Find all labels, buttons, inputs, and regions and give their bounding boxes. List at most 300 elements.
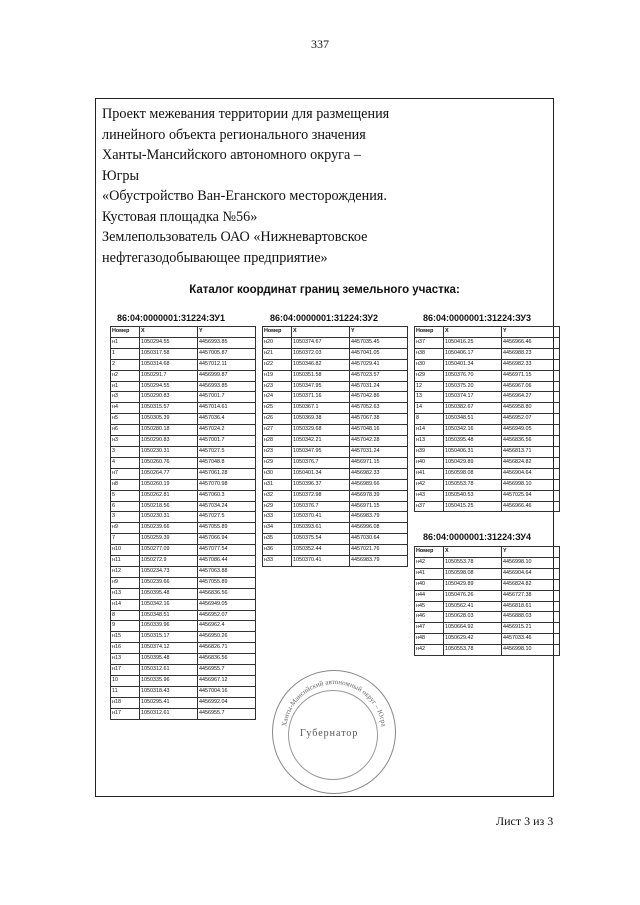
table-row <box>111 577 256 588</box>
y-coordinate: 4457027.5 <box>198 512 256 523</box>
x-coordinate: 1050429.89 <box>444 579 502 590</box>
point-number: н13 <box>111 588 140 599</box>
project-line: Югры <box>102 167 140 184</box>
point-number: н17 <box>111 665 140 676</box>
y-coordinate: 4457023.57 <box>350 370 408 381</box>
y-coordinate: 4457024.2 <box>198 425 256 436</box>
y-coordinate: 4456824.82 <box>502 579 560 590</box>
y-coordinate: 4456962.4 <box>198 621 256 632</box>
y-coordinate: 4456996.08 <box>350 523 408 534</box>
x-coordinate: 1050376.70 <box>444 370 502 381</box>
table-row <box>263 534 408 545</box>
y-coordinate: 4456915.21 <box>502 623 560 634</box>
point-number: н29 <box>415 370 444 381</box>
point-number: н34 <box>263 523 292 534</box>
x-coordinate: 1050374.67 <box>292 337 350 348</box>
x-coordinate: 1050290.83 <box>140 392 198 403</box>
table-row <box>111 566 256 577</box>
x-coordinate: 1050347.95 <box>292 381 350 392</box>
x-coordinate: 1050369.38 <box>292 414 350 425</box>
point-number: н30 <box>415 359 444 370</box>
point-number: н8 <box>111 479 140 490</box>
x-coordinate: 1050294.55 <box>140 381 198 392</box>
table-row <box>263 556 408 567</box>
x-coordinate: 1050416.25 <box>444 337 502 348</box>
y-coordinate: 4456904.64 <box>502 568 560 579</box>
y-coordinate: 4456978.39 <box>350 490 408 501</box>
y-coordinate: 4456949.05 <box>502 425 560 436</box>
table-row <box>111 457 256 468</box>
point-number: н41 <box>415 468 444 479</box>
table-row <box>263 381 408 392</box>
point-number: н24 <box>263 392 292 403</box>
x-coordinate: 1050339.96 <box>140 621 198 632</box>
y-coordinate: 4457033.46 <box>502 634 560 645</box>
table-row <box>111 599 256 610</box>
table-row <box>263 403 408 414</box>
project-line: Землепользователь ОАО «Нижневартовское <box>102 229 368 245</box>
y-coordinate: 4457001.7 <box>198 436 256 447</box>
point-number: 7 <box>111 534 140 545</box>
point-number: н33 <box>263 556 292 567</box>
column-header: Номер <box>111 327 140 338</box>
project-line: Кустовая площадка №56» <box>102 208 258 225</box>
table-row <box>111 436 256 447</box>
y-coordinate: 4456983.79 <box>350 556 408 567</box>
zu4-title: 86:04:0000001:31224:ЗУ4 <box>423 532 531 542</box>
table-row <box>111 512 256 523</box>
table-row <box>111 676 256 687</box>
x-coordinate: 1050312.61 <box>140 708 198 719</box>
point-number: н30 <box>263 468 292 479</box>
project-line: нефтегазодобывающее предприятие» <box>102 249 328 266</box>
table-row <box>111 708 256 719</box>
table-row <box>111 468 256 479</box>
table-row <box>263 523 408 534</box>
point-number: н13 <box>415 436 444 447</box>
x-coordinate: 1050348.51 <box>140 610 198 621</box>
y-coordinate: 4457055.89 <box>198 577 256 588</box>
x-coordinate: 1050598.08 <box>444 468 502 479</box>
y-coordinate: 4456999.87 <box>198 370 256 381</box>
x-coordinate: 1050415.25 <box>444 501 502 512</box>
table-row <box>111 479 256 490</box>
y-coordinate: 4456955.7 <box>198 708 256 719</box>
y-coordinate: 4457021.76 <box>350 545 408 556</box>
x-coordinate: 1050372.03 <box>292 348 350 359</box>
point-number: 3 <box>111 512 140 523</box>
table-row <box>415 568 560 579</box>
y-coordinate: 4457014.61 <box>198 403 256 414</box>
x-coordinate: 1050290.83 <box>140 436 198 447</box>
y-coordinate: 4457067.38 <box>350 414 408 425</box>
x-coordinate: 1050375.20 <box>444 381 502 392</box>
x-coordinate: 1050312.61 <box>140 665 198 676</box>
point-number: н28 <box>263 436 292 447</box>
point-number: н9 <box>111 523 140 534</box>
x-coordinate: 1050406.31 <box>444 446 502 457</box>
y-coordinate: 4457066.94 <box>198 534 256 545</box>
table-row <box>263 512 408 523</box>
zu3-table <box>414 326 560 512</box>
y-coordinate: 4456992.04 <box>198 697 256 708</box>
table-row <box>415 557 560 568</box>
table-row <box>415 403 560 414</box>
y-coordinate: 4457041.05 <box>350 348 408 359</box>
x-coordinate: 1050396.37 <box>292 479 350 490</box>
point-number: н9 <box>111 577 140 588</box>
table-row <box>415 645 560 656</box>
column-header: Номер <box>415 547 444 558</box>
table-row <box>415 359 560 370</box>
x-coordinate: 1050280.18 <box>140 425 198 436</box>
y-coordinate: 4457048.8 <box>198 457 256 468</box>
y-coordinate: 4456818.61 <box>502 601 560 612</box>
point-number: н42 <box>415 479 444 490</box>
table-row <box>263 337 408 348</box>
sheet-label: Лист 3 из 3 <box>496 814 554 828</box>
x-coordinate: 1050234.73 <box>140 566 198 577</box>
x-coordinate: 1050346.82 <box>292 359 350 370</box>
x-coordinate: 1050395.48 <box>444 436 502 447</box>
y-coordinate: 4456988.23 <box>502 348 560 359</box>
point-number: н10 <box>111 545 140 556</box>
project-line: Проект межевания территории для размещения <box>102 106 390 122</box>
point-number: 9 <box>111 621 140 632</box>
y-coordinate: 4456836.56 <box>198 654 256 665</box>
zu1-table <box>110 326 256 720</box>
table-row <box>415 381 560 392</box>
y-coordinate: 4456952.07 <box>502 414 560 425</box>
x-coordinate: 1050382.67 <box>444 403 502 414</box>
table-row <box>415 392 560 403</box>
point-number: 3 <box>111 446 140 457</box>
x-coordinate: 1050329.68 <box>292 425 350 436</box>
table-row <box>415 612 560 623</box>
point-number: н47 <box>415 623 444 634</box>
x-coordinate: 1050230.31 <box>140 512 198 523</box>
y-coordinate: 4456955.7 <box>198 665 256 676</box>
x-coordinate: 1050260.19 <box>140 479 198 490</box>
point-number: н43 <box>415 490 444 501</box>
x-coordinate: 1050342.16 <box>444 425 502 436</box>
point-number: н2 <box>111 370 140 381</box>
table-row <box>111 501 256 512</box>
table-row <box>263 359 408 370</box>
y-coordinate: 4456989.66 <box>350 479 408 490</box>
x-coordinate: 1050540.53 <box>444 490 502 501</box>
y-coordinate: 4456971.15 <box>502 370 560 381</box>
y-coordinate: 4456998.10 <box>502 557 560 568</box>
project-line: Ханты-Мансийского автономного округа – <box>102 147 361 163</box>
column-header: Номер <box>415 327 444 338</box>
x-coordinate: 1050295.41 <box>140 697 198 708</box>
point-number: 6 <box>111 501 140 512</box>
table-row <box>111 556 256 567</box>
y-coordinate: 4457086.44 <box>198 556 256 567</box>
point-number: н40 <box>415 457 444 468</box>
column-header: Y <box>502 327 560 338</box>
y-coordinate: 4456967.12 <box>198 676 256 687</box>
point-number: н1 <box>111 337 140 348</box>
y-coordinate: 4456826.71 <box>198 643 256 654</box>
point-number: н7 <box>111 468 140 479</box>
y-coordinate: 4457034.24 <box>198 501 256 512</box>
point-number: н26 <box>263 414 292 425</box>
x-coordinate: 1050376.7 <box>292 501 350 512</box>
zu2-table <box>262 326 408 567</box>
x-coordinate: 1050294.55 <box>140 337 198 348</box>
x-coordinate: 1050315.17 <box>140 632 198 643</box>
column-header: X <box>444 547 502 558</box>
point-number: н37 <box>415 337 444 348</box>
point-number: н44 <box>415 590 444 601</box>
point-number: н29 <box>263 457 292 468</box>
x-coordinate: 1050342.21 <box>292 436 350 447</box>
y-coordinate: 4457025.94 <box>502 490 560 501</box>
y-coordinate: 4457061.28 <box>198 468 256 479</box>
column-header: X <box>444 327 502 338</box>
y-coordinate: 4456982.33 <box>502 359 560 370</box>
table-row <box>415 590 560 601</box>
point-number: 11 <box>111 686 140 697</box>
column-header: X <box>292 327 350 338</box>
project-title <box>102 104 442 268</box>
table-row <box>111 425 256 436</box>
point-number: н31 <box>263 479 292 490</box>
table-row <box>415 634 560 645</box>
x-coordinate: 1050598.08 <box>444 568 502 579</box>
x-coordinate: 1050393.61 <box>292 523 350 534</box>
y-coordinate: 4457029.41 <box>350 359 408 370</box>
table-row <box>263 490 408 501</box>
x-coordinate: 1050315.57 <box>140 403 198 414</box>
table-row <box>111 392 256 403</box>
x-coordinate: 1050562.41 <box>444 601 502 612</box>
table-row <box>111 643 256 654</box>
point-number: н33 <box>263 512 292 523</box>
table-row <box>111 359 256 370</box>
x-coordinate: 1050476.26 <box>444 590 502 601</box>
point-number: н18 <box>111 697 140 708</box>
point-number: н13 <box>111 654 140 665</box>
x-coordinate: 1050372.98 <box>292 490 350 501</box>
point-number: 4 <box>111 457 140 468</box>
x-coordinate: 1050553.78 <box>444 479 502 490</box>
y-coordinate: 4456958.80 <box>502 403 560 414</box>
table-row <box>415 479 560 490</box>
column-header: Y <box>198 327 256 338</box>
table-row <box>415 348 560 359</box>
y-coordinate: 4457070.98 <box>198 479 256 490</box>
point-number: н12 <box>111 566 140 577</box>
x-coordinate: 1050401.34 <box>444 359 502 370</box>
x-coordinate: 1050370.41 <box>292 512 350 523</box>
point-number: н23 <box>263 381 292 392</box>
table-row <box>111 697 256 708</box>
y-coordinate: 4456904.64 <box>502 468 560 479</box>
x-coordinate: 1050351.58 <box>292 370 350 381</box>
y-coordinate: 4456983.79 <box>350 512 408 523</box>
x-coordinate: 1050376.7 <box>292 457 350 468</box>
x-coordinate: 1050553.78 <box>444 645 502 656</box>
point-number: 1 <box>111 348 140 359</box>
table-row <box>111 523 256 534</box>
y-coordinate: 4456964.27 <box>502 392 560 403</box>
x-coordinate: 1050318.43 <box>140 686 198 697</box>
y-coordinate: 4457005.87 <box>198 348 256 359</box>
y-coordinate: 4457031.24 <box>350 381 408 392</box>
table-row <box>415 414 560 425</box>
point-number: н15 <box>111 632 140 643</box>
table-row <box>263 545 408 556</box>
point-number: н42 <box>415 557 444 568</box>
y-coordinate: 4456966.46 <box>502 337 560 348</box>
table-row <box>111 337 256 348</box>
x-coordinate: 1050272.9 <box>140 556 198 567</box>
x-coordinate: 1050348.51 <box>444 414 502 425</box>
y-coordinate: 4457036.4 <box>198 414 256 425</box>
x-coordinate: 1050352.44 <box>292 545 350 556</box>
x-coordinate: 1050347.95 <box>292 446 350 457</box>
y-coordinate: 4456950.26 <box>198 632 256 643</box>
point-number: н14 <box>415 425 444 436</box>
point-number: 14 <box>415 403 444 414</box>
point-number: н46 <box>415 612 444 623</box>
column-header: Y <box>350 327 408 338</box>
point-number: н19 <box>263 370 292 381</box>
table-row <box>415 501 560 512</box>
point-number: н21 <box>263 348 292 359</box>
point-number: н23 <box>263 446 292 457</box>
table-row <box>111 686 256 697</box>
x-coordinate: 1050262.81 <box>140 490 198 501</box>
y-coordinate: 4456888.03 <box>502 612 560 623</box>
table-row <box>111 446 256 457</box>
y-coordinate: 4457001.7 <box>198 392 256 403</box>
table-row <box>415 446 560 457</box>
x-coordinate: 1050374.17 <box>444 392 502 403</box>
point-number: н25 <box>263 403 292 414</box>
table-row <box>415 579 560 590</box>
point-number: н27 <box>263 425 292 436</box>
table-header-row <box>111 327 256 338</box>
x-coordinate: 1050664.92 <box>444 623 502 634</box>
zu2-title: 86:04:0000001:31224:ЗУ2 <box>270 313 378 323</box>
point-number: н20 <box>263 337 292 348</box>
y-coordinate: 4456993.85 <box>198 337 256 348</box>
point-number: 12 <box>415 381 444 392</box>
y-coordinate: 4456982.33 <box>350 468 408 479</box>
table-row <box>111 632 256 643</box>
y-coordinate: 4456949.05 <box>198 599 256 610</box>
y-coordinate: 4457035.45 <box>350 337 408 348</box>
column-header: X <box>140 327 198 338</box>
point-number: н3 <box>111 436 140 447</box>
point-number: н4 <box>111 403 140 414</box>
x-coordinate: 1050218.56 <box>140 501 198 512</box>
table-row <box>111 588 256 599</box>
x-coordinate: 1050429.89 <box>444 457 502 468</box>
table-row <box>415 436 560 447</box>
y-coordinate: 4457048.16 <box>350 425 408 436</box>
x-coordinate: 1050264.77 <box>140 468 198 479</box>
table-row <box>111 414 256 425</box>
table-row <box>263 479 408 490</box>
y-coordinate: 4456966.46 <box>502 501 560 512</box>
y-coordinate: 4456971.15 <box>350 457 408 468</box>
x-coordinate: 1050395.48 <box>140 588 198 599</box>
y-coordinate: 4457055.89 <box>198 523 256 534</box>
x-coordinate: 1050305.39 <box>140 414 198 425</box>
x-coordinate: 1050239.66 <box>140 577 198 588</box>
x-coordinate: 1050259.39 <box>140 534 198 545</box>
point-number: 5 <box>111 490 140 501</box>
table-row <box>111 654 256 665</box>
table-row <box>263 392 408 403</box>
y-coordinate: 4457042.28 <box>350 436 408 447</box>
y-coordinate: 4456952.07 <box>198 610 256 621</box>
table-row <box>415 370 560 381</box>
x-coordinate: 1050628.03 <box>444 612 502 623</box>
zu3-title: 86:04:0000001:31224:ЗУ3 <box>423 313 531 323</box>
table-row <box>111 348 256 359</box>
zu1-title: 86:04:0000001:31224:ЗУ1 <box>117 313 225 323</box>
point-number: н48 <box>415 634 444 645</box>
y-coordinate: 4457030.64 <box>350 534 408 545</box>
point-number: н22 <box>263 359 292 370</box>
table-row <box>111 621 256 632</box>
y-coordinate: 4456813.71 <box>502 446 560 457</box>
table-row <box>263 436 408 447</box>
point-number: н41 <box>415 568 444 579</box>
y-coordinate: 4457012.11 <box>198 359 256 370</box>
point-number: 8 <box>415 414 444 425</box>
point-number: 13 <box>415 392 444 403</box>
y-coordinate: 4457077.54 <box>198 545 256 556</box>
y-coordinate: 4457031.24 <box>350 446 408 457</box>
table-row <box>263 501 408 512</box>
x-coordinate: 1050260.76 <box>140 457 198 468</box>
y-coordinate: 4456971.15 <box>350 501 408 512</box>
y-coordinate: 4457004.16 <box>198 686 256 697</box>
x-coordinate: 1050401.34 <box>292 468 350 479</box>
table-header-row <box>263 327 408 338</box>
table-row <box>111 370 256 381</box>
table-header-row <box>415 547 560 558</box>
table-header-row <box>415 327 560 338</box>
point-number: н39 <box>415 446 444 457</box>
seal-center-text: Губернатор <box>300 728 359 739</box>
x-coordinate: 1050553.78 <box>444 557 502 568</box>
y-coordinate: 4456998.10 <box>502 645 560 656</box>
x-coordinate: 1050375.54 <box>292 534 350 545</box>
point-number: 10 <box>111 676 140 687</box>
table-row <box>111 665 256 676</box>
point-number: н1 <box>111 381 140 392</box>
y-coordinate: 4457060.3 <box>198 490 256 501</box>
table-row <box>111 381 256 392</box>
point-number: н16 <box>111 643 140 654</box>
svg-text:Ханты-Мансийский автономный ок <box>280 678 388 728</box>
y-coordinate: 4457063.88 <box>198 566 256 577</box>
table-row <box>111 610 256 621</box>
zu4-table <box>414 546 560 656</box>
y-coordinate: 4456824.82 <box>502 457 560 468</box>
point-number: н37 <box>415 501 444 512</box>
x-coordinate: 1050230.31 <box>140 446 198 457</box>
point-number: 2 <box>111 359 140 370</box>
